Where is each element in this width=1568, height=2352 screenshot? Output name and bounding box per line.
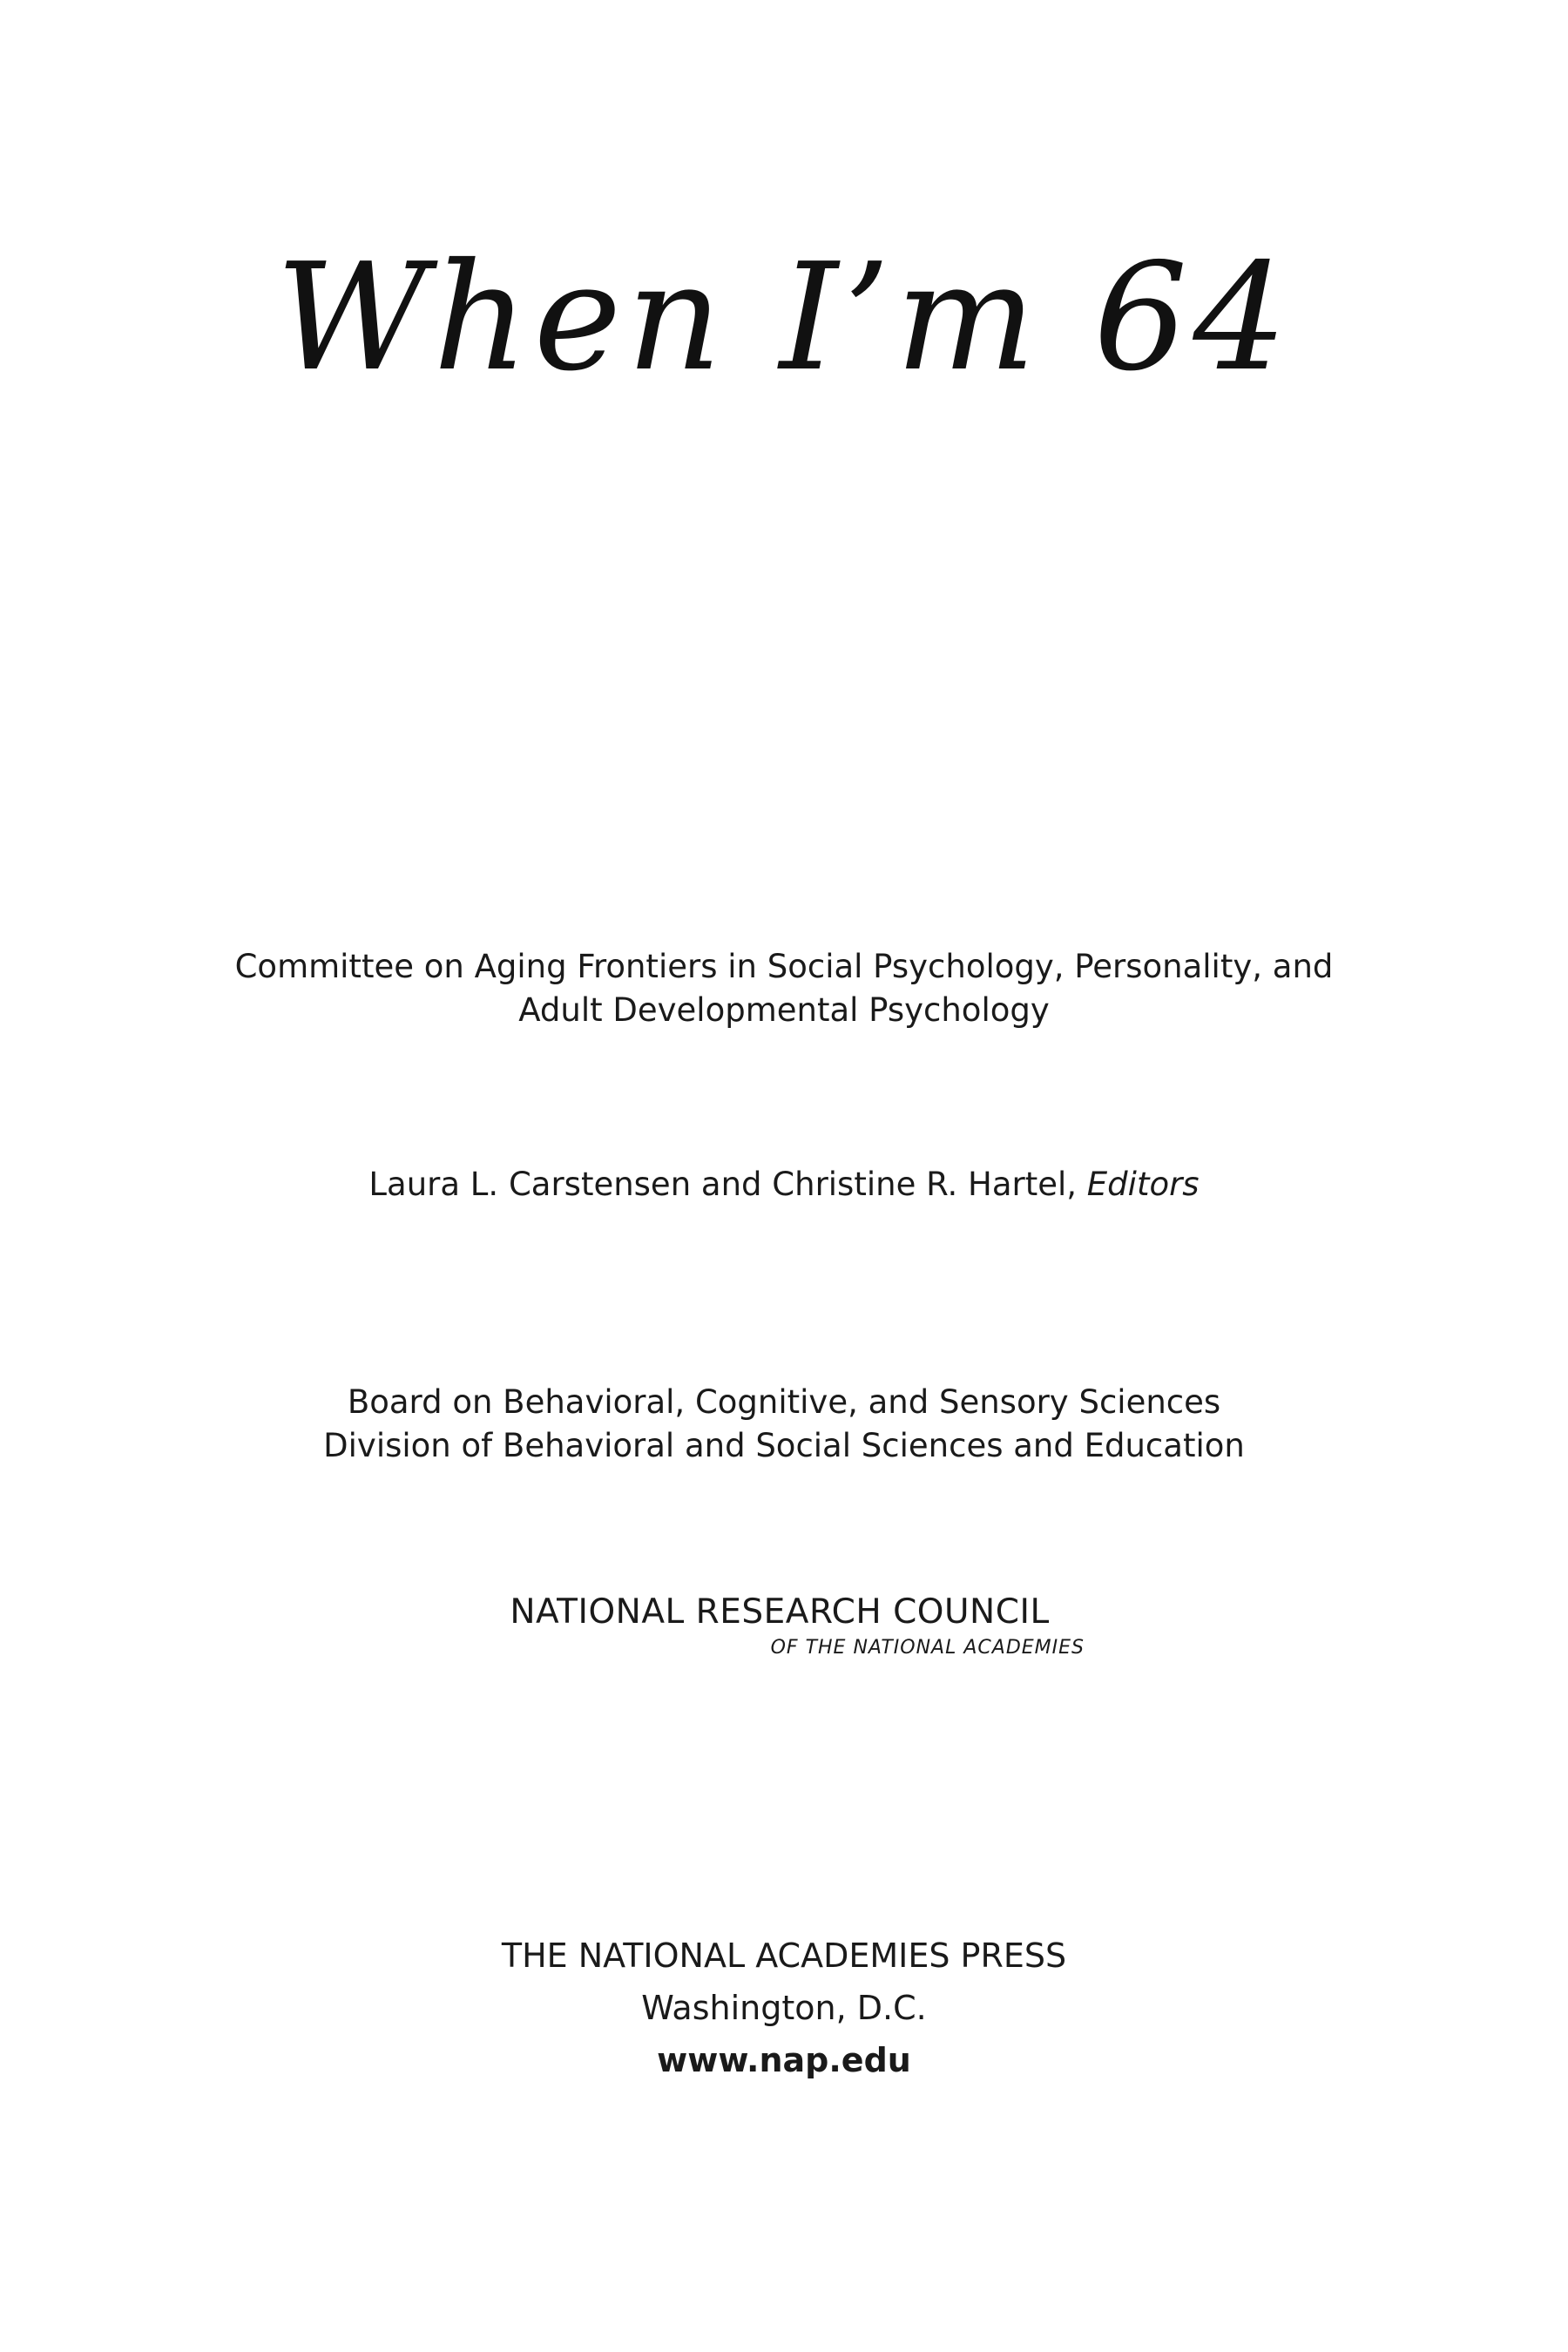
editors-role: Editors xyxy=(1086,1166,1200,1203)
committee-line-2: Adult Developmental Psychology xyxy=(518,991,1050,1029)
editors-line xyxy=(0,1163,1568,1206)
division-line: Division of Behavioral and Social Sciences and Education xyxy=(323,1427,1245,1464)
book-title: When I’m 64 xyxy=(275,232,1293,404)
council-block xyxy=(475,1590,1085,1661)
council-name: NATIONAL RESEARCH COUNCIL xyxy=(510,1592,1050,1632)
publisher-url[interactable]: www.nap.edu xyxy=(657,2041,911,2079)
publisher-city: Washington, D.C. xyxy=(641,1989,927,2027)
board-line: Board on Behavioral, Cognitive, and Sensory Sciences xyxy=(347,1383,1221,1421)
publisher-name: THE NATIONAL ACADEMIES PRESS xyxy=(501,1936,1067,1975)
editor-names: Laura L. Carstensen and Christine R. Hartel, xyxy=(368,1166,1087,1203)
committee-line-1: Committee on Aging Frontiers in Social Psychology, Personality, and xyxy=(234,948,1334,985)
council-subtitle: OF THE NATIONAL ACADEMIES xyxy=(770,1637,1085,1659)
